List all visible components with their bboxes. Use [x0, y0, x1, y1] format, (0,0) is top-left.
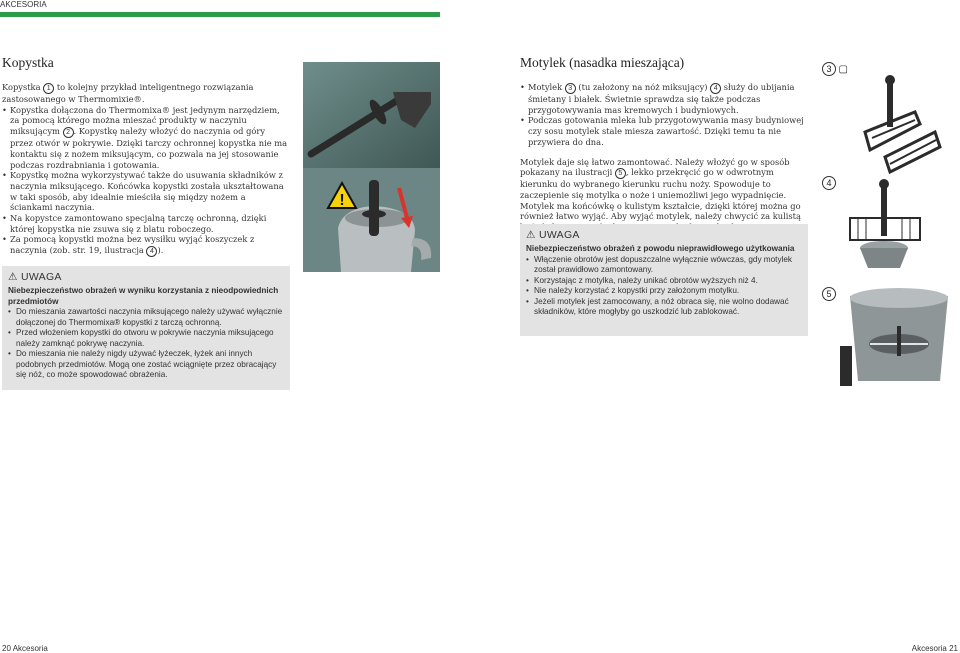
footer-right — [912, 644, 958, 653]
kopystka-bullet: • Na kopystce zamontowano specjalną tarczę ochronną, dzięki której kopystka nie zsuwa się z blatu roboczego. — [2, 213, 290, 234]
page-number-right: 21 — [949, 644, 958, 653]
ref-2: 2 — [63, 127, 74, 138]
warning-item: • Do mieszania nie należy nigdy używać łyżeczek, łyżek ani innych podobnych przedmiotów. Mogą one zostać wciągnięte przez obracający się nóż, co może spowodować obrażenia. — [8, 349, 284, 381]
warning-subtitle: Niebezpieczeństwo obrażeń w wyniku korzystania z nieodpowiednich przedmiotów — [8, 286, 279, 306]
figure-5-bowl-install — [840, 286, 958, 386]
section-title-motylek: Motylek (nasadka mieszająca) — [520, 55, 685, 70]
warning-icon: ⚠ — [526, 229, 536, 241]
figure-5-label: 5 — [822, 287, 836, 301]
motylek-bullet: • Motylek 3 (tu założony na nóż miksujący) 4 służy do ubijania śmietany i białek. Świetnie sprawdza się także podczas przygotowywania mas kremowych i budyniowych. — [520, 82, 808, 115]
warning-item: • Jeżeli motylek jest zamocowany, a nóż obraca się, nie wolno dodawać składników, które mogłyby go uszkodzić lub zablokować. — [526, 297, 802, 318]
warning-title: ⚠ UWAGA — [8, 271, 62, 283]
motylek-paragraph: Motylek daje się łatwo zamontować. Należy włożyć go w sposób pokazany na ilustracji 5 , lekko przekręcić go w odwrotnym kierunku do wybranego kierunku ruchu noży. Spowoduje to zaczepienie się motylka o noże i uniemożliwi jego wypadnięcie. Motylek ma końcówkę o kulistym kształcie, dzięki której można go również łatwo wyjąć. Aby wyjąć motylek, należy chwycić za kulistą — [520, 156, 801, 222]
figure-3-label: 3 ▢ — [822, 62, 848, 76]
figure-1-spatula — [303, 62, 440, 169]
kopystka-intro: Kopystka 1 to kolejny przykład inteligentnego rozwiązania zastosowanego w Thermomixie®. — [2, 82, 254, 104]
figure-2-thermomix — [303, 168, 440, 272]
footer-label-right: Akcesoria — [911, 644, 947, 653]
section-header: AKCESORIA — [0, 0, 47, 9]
ref-1: 1 — [43, 83, 54, 94]
warning-item: • Do mieszania zawartości naczynia miksującego należy używać wyłącznie dołączonej do Thermomixa® kopystki z tarczą ochronną. — [8, 307, 284, 328]
header-accent-bar — [0, 12, 440, 17]
ref-3: 3 — [565, 83, 576, 94]
warning-item: • Włączenie obrotów jest dopuszczalne wyłącznie wówczas, gdy motylek został prawidłowo zamontowany. — [526, 255, 802, 276]
motylek-text — [520, 82, 808, 233]
ref-4: 4 — [146, 246, 157, 257]
warning-subtitle: Niebezpieczeństwo obrażeń z powodu nieprawidłowego użytkowania — [526, 244, 795, 253]
warning-item: • Przed włożeniem kopystki do otworu w pokrywie naczynia miksującego należy zamknąć pokrywę naczynia. — [8, 328, 284, 349]
warning-item: • Korzystając z motylka, należy unikać obrotów wyższych niż 4. — [526, 276, 802, 287]
warning-box-motylek — [520, 224, 808, 336]
motylek-bullet: • Podczas gotowania mleka lub przygotowywania masy budyniowej czy sosu motylek stale miesza zawartość. Dzięki temu ta nie przywiera do dna. — [520, 115, 808, 147]
kopystka-bullet: • Za pomocą kopystki można bez wysiłku wyjąć koszyczek z naczynia (zob. str. 19, ilustracja 4 ). — [2, 234, 290, 257]
warning-icon: ⚠ — [8, 271, 18, 283]
footer-left — [2, 644, 48, 653]
kopystka-text — [2, 82, 290, 257]
svg-text:!: ! — [339, 192, 345, 209]
kopystka-bullet: • Kopystka dołączona do Thermomixa® jest jedynym narzędziem, za pomocą którego można mieszać produkty w naczyniu miksującym 2 . Kopystkę należy włożyć do naczynia od góry przez otwór w pokrywie. Dzięki tarczy ochronnej kopystka nie ma kontaktu się z nożem miksującym, co pozwala na jej stosowanie podczas rozdrabniania i gotowania. — [2, 105, 290, 171]
ref-5: 5 — [615, 168, 626, 179]
figure-3-butterfly — [860, 72, 950, 182]
dishwasher-safe-icon: ▢ — [838, 64, 848, 75]
figure-4-label: 4 — [822, 176, 836, 190]
figure-4-butterfly-on-knife — [840, 178, 950, 280]
section-title-kopystka: Kopystka — [2, 55, 54, 70]
kopystka-bullet: • Kopystkę można wykorzystywać także do usuwania składników z naczynia miksującego. Końcówka kopystki została ukształtowana w taki sposób, aby idealnie mieściła się między nożem a ściankami naczynia. — [2, 170, 290, 213]
footer-label-left: Akcesoria — [12, 644, 48, 653]
warning-item: • Nie należy korzystać z kopystki przy założonym motylku. — [526, 286, 802, 297]
ref-4: 4 — [710, 83, 721, 94]
warning-title: ⚠ UWAGA — [526, 229, 580, 241]
page-number-left: 20 — [2, 644, 11, 653]
warning-box-kopystka — [2, 266, 290, 390]
